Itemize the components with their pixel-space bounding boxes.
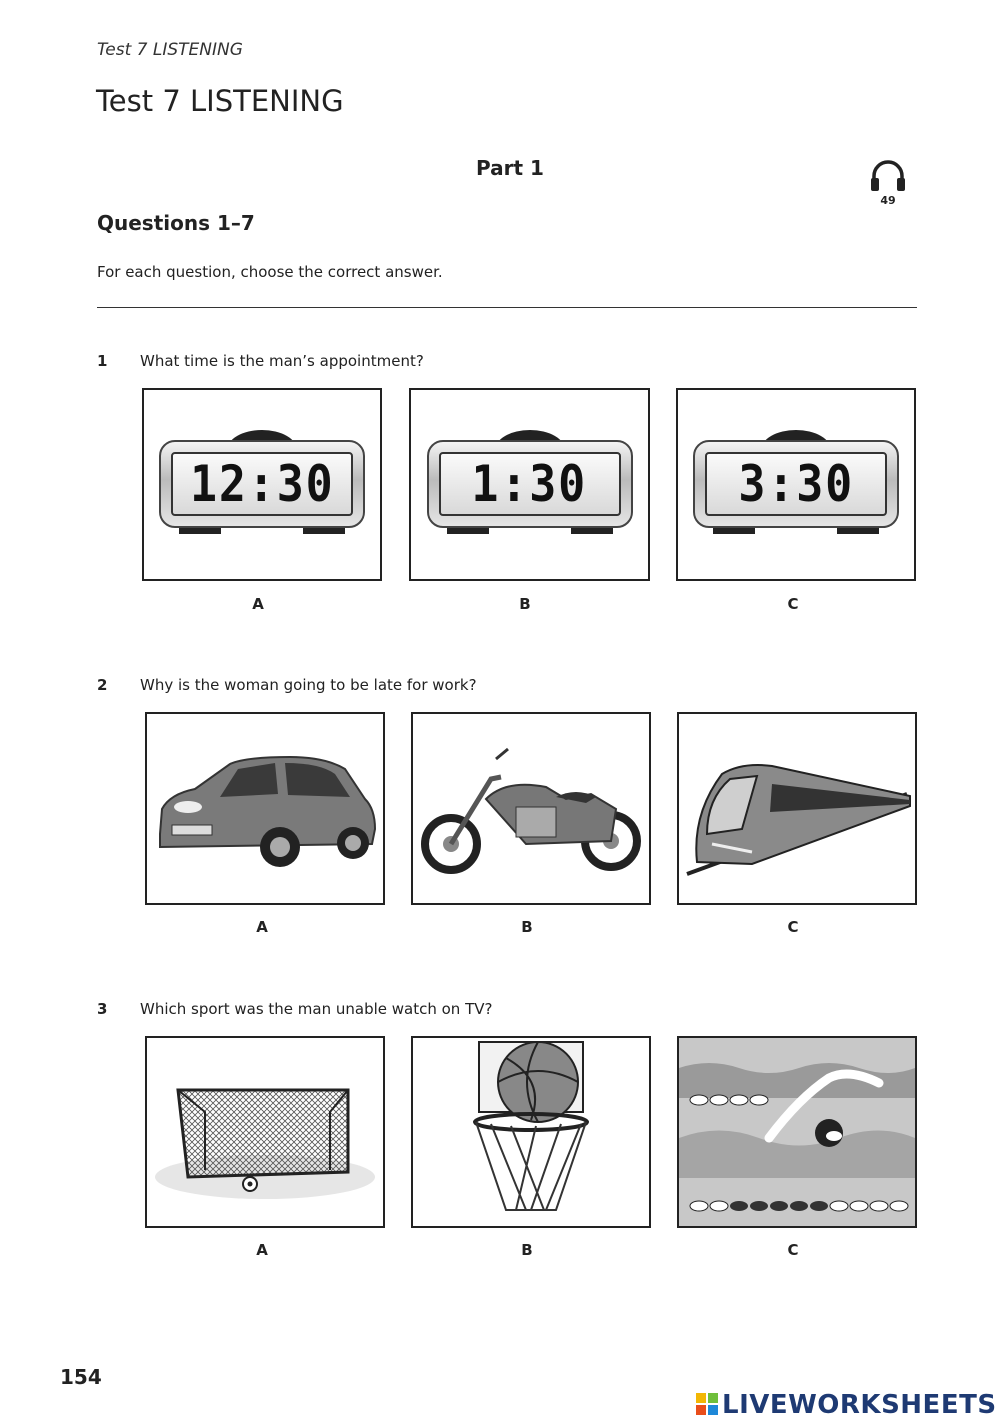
question-3-text: Which sport was the man unable watch on TV? (140, 1000, 493, 1018)
question-3-option-b[interactable] (411, 1036, 651, 1228)
question-1-option-b[interactable] (409, 388, 650, 581)
alarm-clock-image (159, 430, 365, 540)
football-goal-icon (150, 1052, 380, 1212)
swimmer-icon (679, 1038, 915, 1226)
question-1-option-a[interactable] (142, 388, 382, 581)
audio-track-number: 49 (880, 194, 896, 207)
part-title: Part 1 (476, 156, 544, 180)
clock-digits: 1:30 (471, 454, 588, 513)
audio-track-badge (868, 158, 908, 210)
clock-digits: 12:30 (189, 454, 335, 513)
page-title: Test 7 LISTENING (96, 84, 344, 118)
clock-digits: 3:30 (738, 454, 854, 513)
basketball-hoop-icon (416, 1040, 646, 1225)
questions-heading: Questions 1–7 (97, 211, 255, 235)
motorbike-icon (416, 739, 646, 879)
question-3-letter-c: C (787, 1241, 799, 1259)
liveworksheets-watermark (696, 1390, 997, 1420)
question-2-letter-b: B (521, 918, 533, 936)
question-3-letter-b: B (521, 1241, 533, 1259)
liveworksheets-logo-icon (696, 1393, 718, 1415)
train-icon (682, 734, 912, 884)
car-icon (150, 739, 380, 879)
watermark-text: LIVEWORKSHEETS (722, 1390, 997, 1420)
question-1-letter-a: A (252, 595, 264, 613)
question-3-option-a[interactable] (145, 1036, 385, 1228)
page-number: 154 (60, 1365, 102, 1389)
question-3-number: 3 (97, 1000, 108, 1018)
alarm-clock-image (693, 430, 899, 540)
question-2-option-a[interactable] (145, 712, 385, 905)
question-2-text: Why is the woman going to be late for work? (140, 676, 477, 694)
question-2-number: 2 (97, 676, 108, 694)
question-1-letter-c: C (787, 595, 799, 613)
question-2-letter-a: A (256, 918, 268, 936)
divider-rule (97, 307, 917, 308)
question-3-option-c[interactable] (677, 1036, 917, 1228)
headphones-icon (868, 158, 908, 194)
question-1-number: 1 (97, 352, 108, 370)
question-2-option-b[interactable] (411, 712, 651, 905)
instruction-text: For each question, choose the correct answer. (97, 263, 443, 281)
question-1-letter-b: B (519, 595, 531, 613)
question-3-letter-a: A (256, 1241, 268, 1259)
question-2-option-c[interactable] (677, 712, 917, 905)
question-2-letter-c: C (787, 918, 799, 936)
question-1-text: What time is the man’s appointment? (140, 352, 424, 370)
question-1-option-c[interactable] (676, 388, 916, 581)
running-header: Test 7 LISTENING (97, 40, 243, 60)
alarm-clock-image (427, 430, 633, 540)
